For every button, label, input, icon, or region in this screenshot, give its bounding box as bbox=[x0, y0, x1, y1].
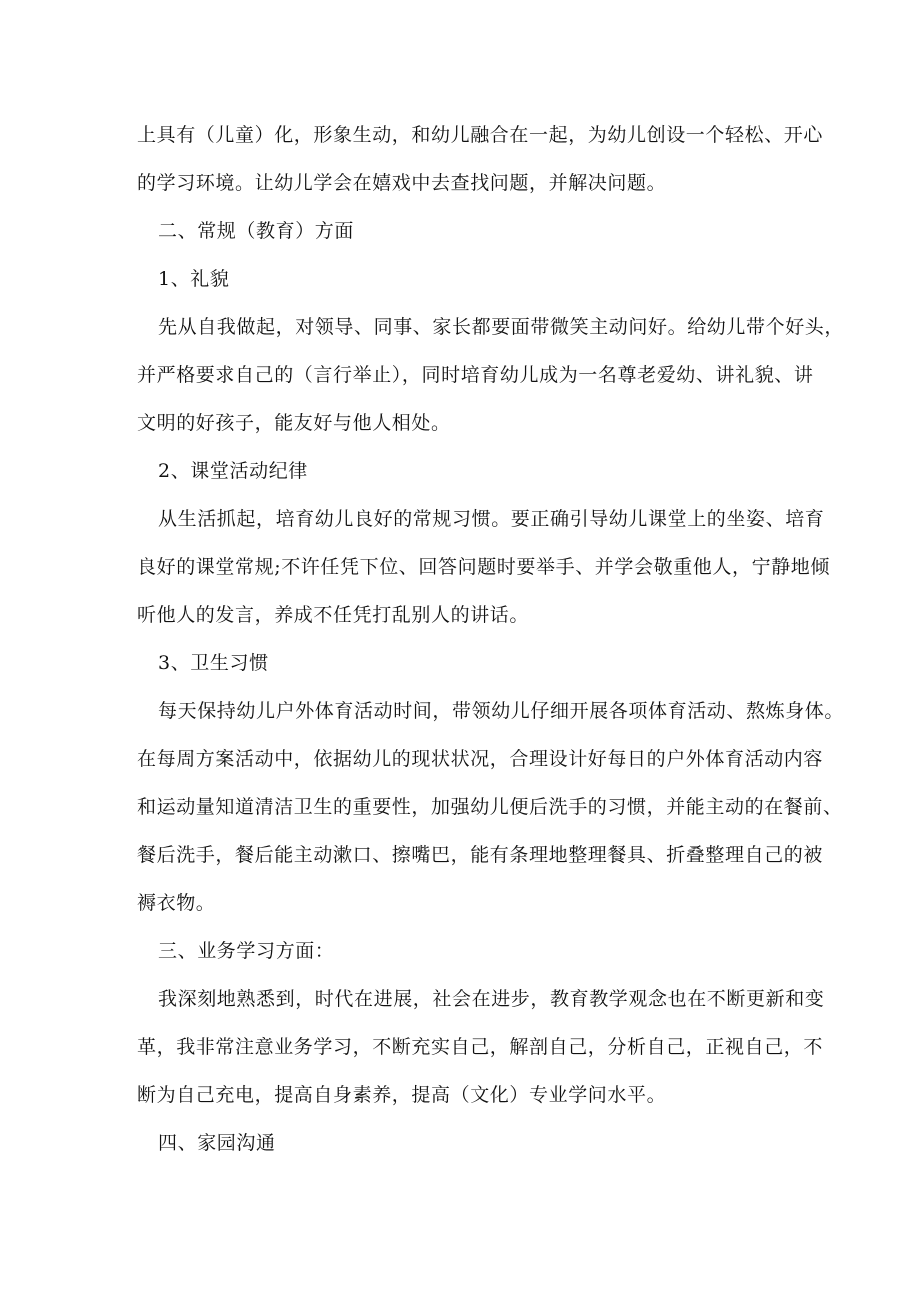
subheading-manners: 1、礼貌 bbox=[158, 268, 230, 290]
paragraph-line: 上具有（儿童）化，形象生动，和幼儿融合在一起，为幼儿创设一个轻松、开心 bbox=[137, 124, 824, 146]
paragraph-line: 断为自己充电，提高自身素养，提高（文化）专业学问水平。 bbox=[137, 1084, 667, 1106]
subheading-classroom-discipline: 2、课堂活动纪律 bbox=[158, 460, 308, 482]
paragraph-line: 褥衣物。 bbox=[137, 892, 216, 914]
paragraph-line: 和运动量知道清洁卫生的重要性，加强幼儿便后洗手的习惯，并能主动的在餐前、 bbox=[137, 796, 843, 818]
section-heading-professional-study: 三、业务学习方面： bbox=[158, 940, 335, 962]
paragraph-line: 餐后洗手，餐后能主动漱口、擦嘴巴，能有条理地整理餐具、折叠整理自己的被 bbox=[137, 844, 824, 866]
paragraph-line: 我深刻地熟悉到，时代在进展，社会在进步，教育教学观念也在不断更新和变 bbox=[158, 988, 825, 1010]
paragraph-line: 良好的课堂常规;不许任凭下位、回答问题时要举手、并学会敬重他人，宁静地倾 bbox=[137, 556, 831, 578]
section-heading-home-school-communication: 四、家园沟通 bbox=[158, 1132, 276, 1154]
paragraph-line: 在每周方案活动中，依据幼儿的现状状况，合理设计好每日的户外体育活动内容 bbox=[137, 748, 824, 770]
paragraph-line: 的学习环境。让幼儿学会在嬉戏中去查找问题，并解决问题。 bbox=[137, 172, 667, 194]
paragraph-line: 文明的好孩子，能友好与他人相处。 bbox=[137, 412, 451, 434]
paragraph-line: 并严格要求自己的（言行举止），同时培育幼儿成为一名尊老爱幼、讲礼貌、讲 bbox=[137, 364, 814, 386]
paragraph-line: 听他人的发言，养成不任凭打乱别人的讲话。 bbox=[137, 604, 530, 626]
paragraph-line: 先从自我做起，对领导、同事、家长都要面带微笑主动问好。给幼儿带个好头， bbox=[158, 316, 845, 338]
subheading-hygiene: 3、卫生习惯 bbox=[158, 652, 269, 674]
paragraph-line: 革，我非常注意业务学习，不断充实自己，解剖自己，分析自己，正视自己，不 bbox=[137, 1036, 824, 1058]
section-heading-routine: 二、常规（教育）方面 bbox=[158, 220, 355, 242]
paragraph-line: 每天保持幼儿户外体育活动时间，带领幼儿仔细开展各项体育活动、熬炼身体。 bbox=[158, 700, 845, 722]
paragraph-line: 从生活抓起，培育幼儿良好的常规习惯。要正确引导幼儿课堂上的坐姿、培育 bbox=[158, 508, 825, 530]
